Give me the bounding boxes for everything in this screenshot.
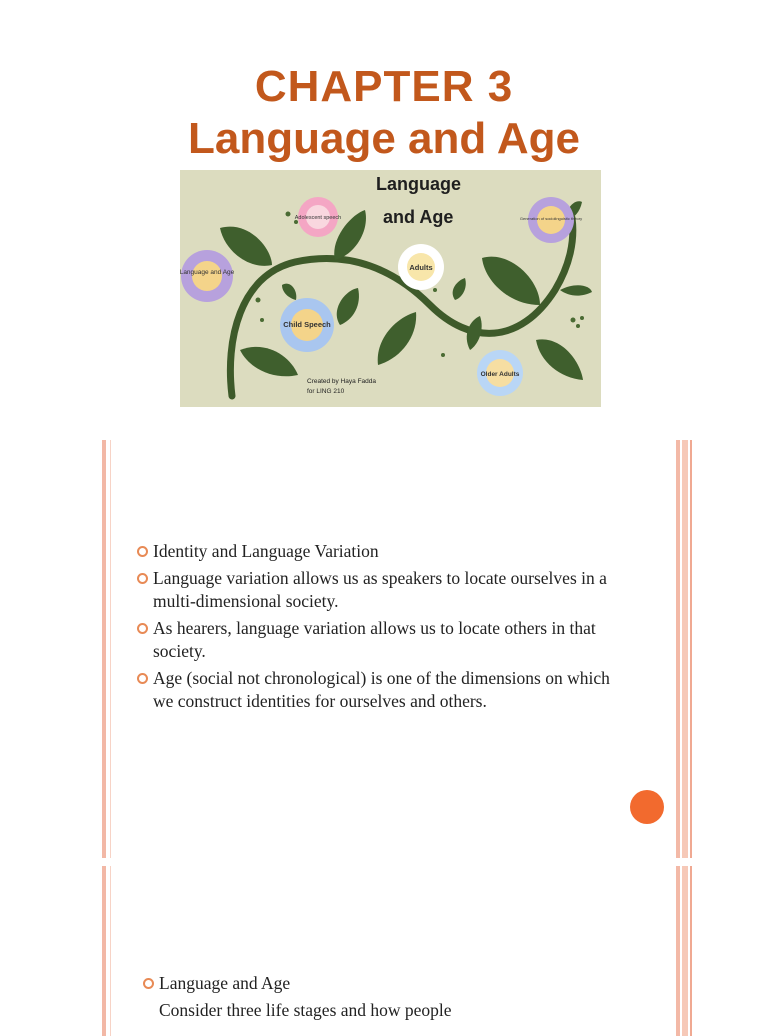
node-label-adults: Adults — [409, 263, 433, 272]
slide-left-border — [102, 440, 106, 858]
bullet-circle-icon — [137, 673, 148, 684]
slide-left-rule — [110, 440, 111, 858]
cover-title-line2: and Age — [383, 207, 454, 227]
bullet-list — [136, 540, 616, 717]
chapter-number: CHAPTER 3 — [254, 62, 514, 111]
bullet-text: As hearers, language variation allows us to locate others in that society. — [153, 618, 596, 661]
cover-credit-line2: for LING 210 — [307, 388, 345, 395]
slide-language-and-age — [102, 866, 692, 1036]
slide-right-border — [682, 866, 688, 1036]
slide-accent-dot — [630, 790, 664, 824]
bullet-text: Age (social not chronological) is one of the dimensions on which we construct identities for ourselves and others. — [153, 668, 610, 711]
bullet-circle-icon — [137, 623, 148, 634]
bullet-item — [136, 667, 616, 713]
bullet-item — [136, 540, 616, 563]
bullet-circle-icon — [137, 546, 148, 557]
slide-right-border — [690, 866, 692, 1036]
bullet-text: Language variation allows us as speakers to locate ourselves in a multi-dimensional society. — [153, 568, 607, 611]
bullet-item — [136, 617, 616, 663]
bullet-text: Language and Age — [159, 973, 291, 993]
slide-left-border — [102, 866, 106, 1036]
chapter-title: Language and Age — [188, 114, 580, 163]
bullet-circle-icon — [143, 978, 154, 989]
cover-image — [180, 170, 601, 407]
bullet-list — [142, 972, 622, 1022]
bullet-item — [142, 972, 622, 995]
node-label-language-and-age: Language and Age — [180, 269, 235, 276]
node-label-child-speech: Child Speech — [283, 320, 331, 329]
slide-identity — [102, 440, 692, 858]
cover-credit-line1: Created by Haya Fadda — [307, 378, 377, 385]
slide-right-border — [690, 440, 692, 858]
sub-text: Consider three life stages and how people — [159, 1000, 452, 1020]
node-label-older-adults: Older Adults — [480, 371, 520, 378]
node-label-top-right: Generation of sociolinguistic theory — [519, 216, 583, 221]
slide-right-border — [676, 866, 680, 1036]
node-label-adolescent-speech: Adolescent speech — [294, 215, 342, 221]
bullet-circle-icon — [137, 573, 148, 584]
slide-left-rule — [110, 866, 111, 1036]
bullet-item — [136, 567, 616, 613]
cover-title-line1: Language — [376, 174, 462, 194]
bullet-text: Identity and Language Variation — [153, 541, 379, 561]
slide-right-border — [682, 440, 688, 858]
slide-right-border — [676, 440, 680, 858]
